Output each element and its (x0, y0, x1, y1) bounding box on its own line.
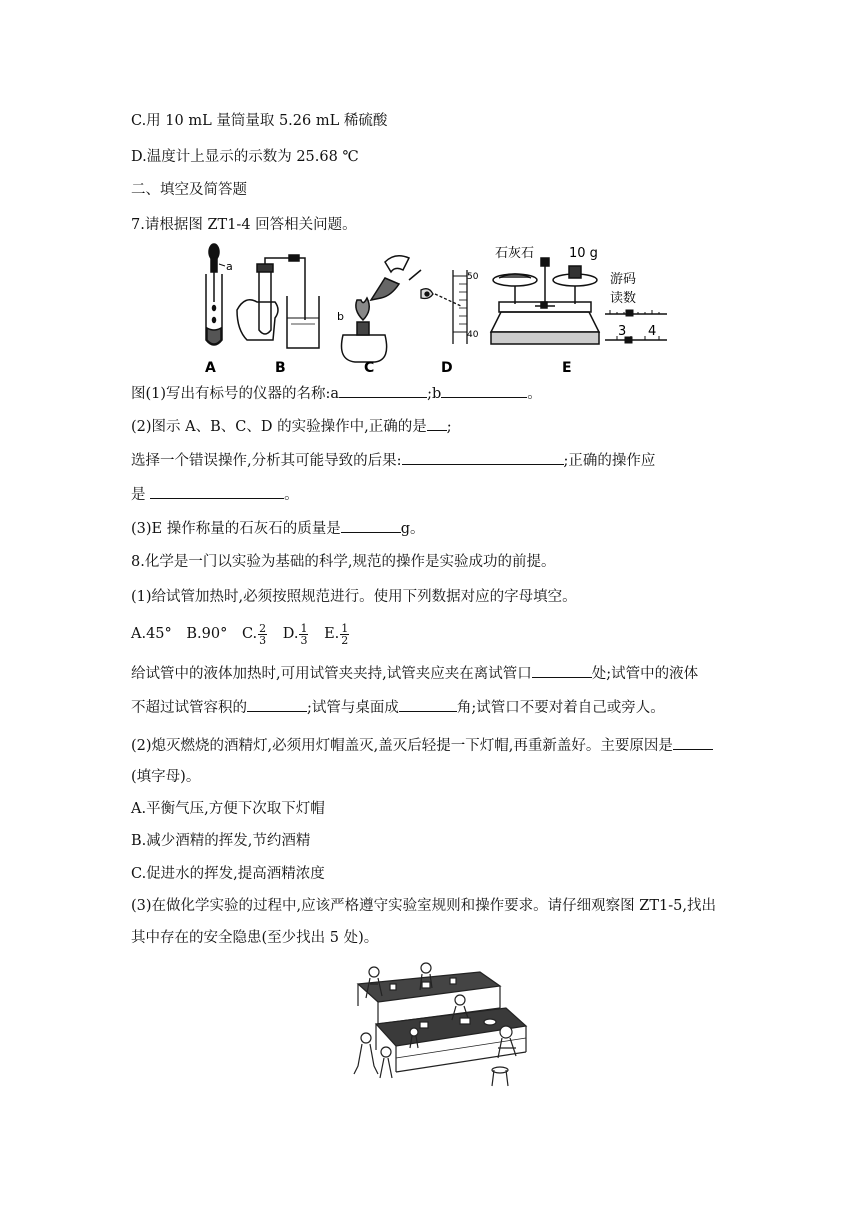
scale-40: 40 (467, 330, 479, 340)
q8-part2-option-a: A.平衡气压,方便下次取下灯帽 (131, 801, 325, 817)
q8-para2-end: 角;试管口不要对着自己或旁人。 (456, 700, 665, 716)
answer-blank-angle[interactable] (399, 697, 457, 712)
q7-part2 (131, 416, 452, 437)
q8-part1-para2 (131, 697, 665, 718)
label-weight: 10 g (569, 246, 598, 261)
q8-part3-line2: 其中存在的安全隐患(至少找出 5 处)。 (131, 930, 379, 946)
panel-label-c: C (364, 360, 375, 375)
option-c-text: C.用 10 mL 量筒量取 5.26 mL 稀硫酸 (131, 113, 388, 129)
q7-part1-end: 。 (527, 386, 542, 402)
figure-panel-e (491, 258, 599, 344)
scale-50: 50 (467, 272, 479, 282)
q8-part1-para1 (131, 663, 698, 684)
q8-para2-mid: ;试管与桌面成 (307, 700, 399, 716)
q7-part2-text: (2)图示 A、B、C、D 的实验操作中,正确的是 (131, 419, 427, 435)
answer-blank-volume[interactable] (247, 697, 307, 712)
q7-part1-mid: ;b (427, 386, 442, 402)
q7-part2-end: ; (446, 419, 452, 435)
answer-blank-reason[interactable] (673, 735, 713, 750)
q8-para1-text: 给试管中的液体加热时,可用试管夹夹持,试管夹应夹在离试管口 (131, 666, 532, 682)
q7-part1 (131, 383, 542, 404)
q8-part3-line1: (3)在做化学实验的过程中,应该严格遵守实验室规则和操作要求。请仔细观察图 ZT1-5,找出 (131, 898, 716, 914)
fraction-two-thirds: $\frac{2}{3}$ (259, 621, 267, 647)
fraction-one-half: $\frac{1}{2}$ (341, 621, 349, 647)
question-8-stem: 8.化学是一门以实验为基础的科学,规范的操作是实验成功的前提。 (131, 554, 556, 570)
q7-part2-correct (131, 484, 299, 505)
label-limestone: 石灰石 (495, 246, 535, 261)
q8-part1: (1)给试管加热时,必须按照规范进行。使用下列数据对应的字母填空。 (131, 589, 577, 605)
q8-part2-option-b: B.减少酒精的挥发,节约酒精 (131, 833, 311, 849)
q7-part1-text: 图(1)写出有标号的仪器的名称:a (131, 386, 340, 402)
figure-panel-b (237, 255, 319, 348)
q8-option-d: D. $\frac{1}{3}$ (282, 621, 308, 647)
figure-zt1-5-lab-scene (330, 962, 530, 1092)
question-7-stem: 7.请根据图 ZT1-4 回答相关问题。 (131, 217, 357, 233)
q8-option-a: A.45° (131, 626, 172, 642)
panel-label-d: D (441, 360, 453, 375)
q7-part3 (131, 518, 425, 539)
answer-blank-clamp-position[interactable] (532, 663, 592, 678)
q8-para1-mid: 处;试管中的液体 (591, 666, 699, 682)
panel-label-b: B (275, 360, 286, 375)
q8-option-b: B.90° (186, 626, 228, 642)
answer-blank-mass[interactable] (341, 518, 401, 533)
answer-blank-correct[interactable] (427, 416, 447, 431)
q8-para2-text: 不超过试管容积的 (131, 700, 247, 716)
figure-panel-c (342, 256, 422, 362)
q8-part2-line2: (填字母)。 (131, 769, 201, 785)
q7-part2-correct-end: 。 (284, 487, 299, 503)
label-rider-1: 游码 (610, 272, 637, 287)
label-rider-2: 读数 (610, 291, 637, 306)
section-heading: 二、填空及简答题 (131, 182, 247, 198)
q7-part3-text: (3)E 操作称量的石灰石的质量是 (131, 521, 341, 537)
label-a: a (226, 260, 233, 273)
q7-part2-error-end: ;正确的操作应 (563, 453, 656, 469)
answer-blank-a[interactable] (339, 383, 427, 398)
q7-part2-correct-text: 是 (131, 487, 151, 503)
figure-panel-a (206, 244, 225, 345)
answer-blank-correct-operation[interactable] (150, 484, 284, 499)
q8-part2-text: (2)熄灭燃烧的酒精灯,必须用灯帽盖灭,盖灭后轻提一下灯帽,再重新盖好。主要原因是 (131, 738, 673, 754)
panel-label-e: E (562, 360, 572, 375)
panel-label-a: A (205, 360, 216, 375)
rider-scale (605, 310, 667, 343)
q8-option-c: C. $\frac{2}{3}$ (241, 621, 267, 647)
option-d-text: D.温度计上显示的示数为 25.68 ℃ (131, 149, 359, 165)
q8-option-e: E. $\frac{1}{2}$ (324, 621, 349, 647)
q8-part2-line1 (131, 735, 713, 756)
rider-tick-4: 4 (648, 324, 657, 339)
figure-zt1-4 (185, 240, 675, 375)
fraction-one-third: $\frac{1}{3}$ (300, 621, 308, 647)
q8-part2-option-c: C.促进水的挥发,提高酒精浓度 (131, 866, 325, 882)
q7-part3-end: g。 (400, 521, 425, 537)
q7-part2-error (131, 450, 655, 471)
q7-part2-error-text: 选择一个错误操作,分析其可能导致的后果: (131, 453, 402, 469)
label-b: b (337, 310, 344, 323)
answer-blank-consequence[interactable] (402, 450, 564, 465)
answer-blank-b[interactable] (441, 383, 527, 398)
rider-tick-3: 3 (618, 324, 627, 339)
figure-panel-d (421, 270, 467, 344)
q8-options (131, 621, 360, 647)
